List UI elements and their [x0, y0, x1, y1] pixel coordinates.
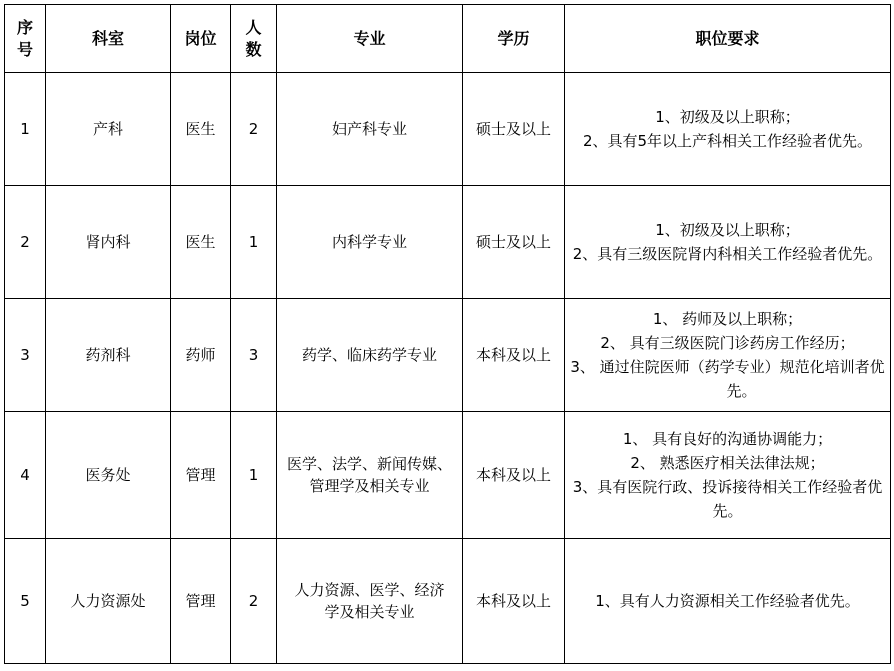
cell-dept: 药剂科 [46, 299, 171, 412]
cell-req [565, 299, 891, 412]
header-count: 人 数 [231, 5, 277, 73]
req-line: 2、具有5年以上产科相关工作经验者优先。 [582, 132, 873, 150]
cell-major: 人力资源、医学、经济 学及相关专业 [277, 539, 463, 664]
cell-req [565, 412, 891, 539]
req-line: 3、 通过住院医师（药学专业）规范化培训者优先。 [570, 358, 885, 400]
table-row [5, 299, 891, 412]
cell-major: 医学、法学、新闻传媒、 管理学及相关专业 [277, 412, 463, 539]
req-line: 1、初级及以上职称； [655, 108, 800, 126]
cell-edu: 本科及以上 [463, 539, 565, 664]
req-line: 2、 熟悉医疗相关法律法规； [630, 454, 825, 472]
cell-count: 2 [231, 539, 277, 664]
header-dept: 科室 [46, 5, 171, 73]
cell-seq: 5 [5, 539, 46, 664]
table-row [5, 73, 891, 186]
header-major: 专业 [277, 5, 463, 73]
cell-dept: 产科 [46, 73, 171, 186]
req-line: 1、初级及以上职称； [655, 221, 800, 239]
cell-req [565, 539, 891, 664]
req-line: 1、具有人力资源相关工作经验者优先。 [595, 592, 860, 610]
cell-seq: 1 [5, 73, 46, 186]
req-line: 2、 具有三级医院门诊药房工作经历； [600, 334, 855, 352]
cell-dept: 肾内科 [46, 186, 171, 299]
cell-major: 妇产科专业 [277, 73, 463, 186]
cell-edu: 硕士及以上 [463, 186, 565, 299]
req-line: 2、具有三级医院肾内科相关工作经验者优先。 [572, 245, 883, 263]
cell-post: 医生 [171, 73, 231, 186]
header-edu: 学历 [463, 5, 565, 73]
cell-post: 管理 [171, 539, 231, 664]
cell-edu: 硕士及以上 [463, 73, 565, 186]
cell-count: 3 [231, 299, 277, 412]
header-req: 职位要求 [565, 5, 891, 73]
cell-edu: 本科及以上 [463, 412, 565, 539]
cell-edu: 本科及以上 [463, 299, 565, 412]
table-row [5, 412, 891, 539]
cell-count: 1 [231, 186, 277, 299]
cell-seq: 3 [5, 299, 46, 412]
cell-req [565, 73, 891, 186]
table-header-row [5, 5, 891, 73]
cell-major: 药学、临床药学专业 [277, 299, 463, 412]
cell-major: 内科学专业 [277, 186, 463, 299]
req-line: 1、 药师及以上职称； [652, 310, 803, 328]
req-line: 3、具有医院行政、投诉接待相关工作经验者优先。 [572, 478, 883, 520]
cell-dept: 人力资源处 [46, 539, 171, 664]
cell-post: 医生 [171, 186, 231, 299]
header-post: 岗位 [171, 5, 231, 73]
cell-count: 1 [231, 412, 277, 539]
cell-dept: 医务处 [46, 412, 171, 539]
table-row [5, 539, 891, 664]
cell-post: 管理 [171, 412, 231, 539]
cell-count: 2 [231, 73, 277, 186]
header-seq: 序 号 [5, 5, 46, 73]
req-line: 1、 具有良好的沟通协调能力； [622, 430, 833, 448]
table-row [5, 186, 891, 299]
cell-seq: 2 [5, 186, 46, 299]
cell-seq: 4 [5, 412, 46, 539]
cell-req [565, 186, 891, 299]
job-requirements-table [4, 4, 891, 664]
cell-post: 药师 [171, 299, 231, 412]
